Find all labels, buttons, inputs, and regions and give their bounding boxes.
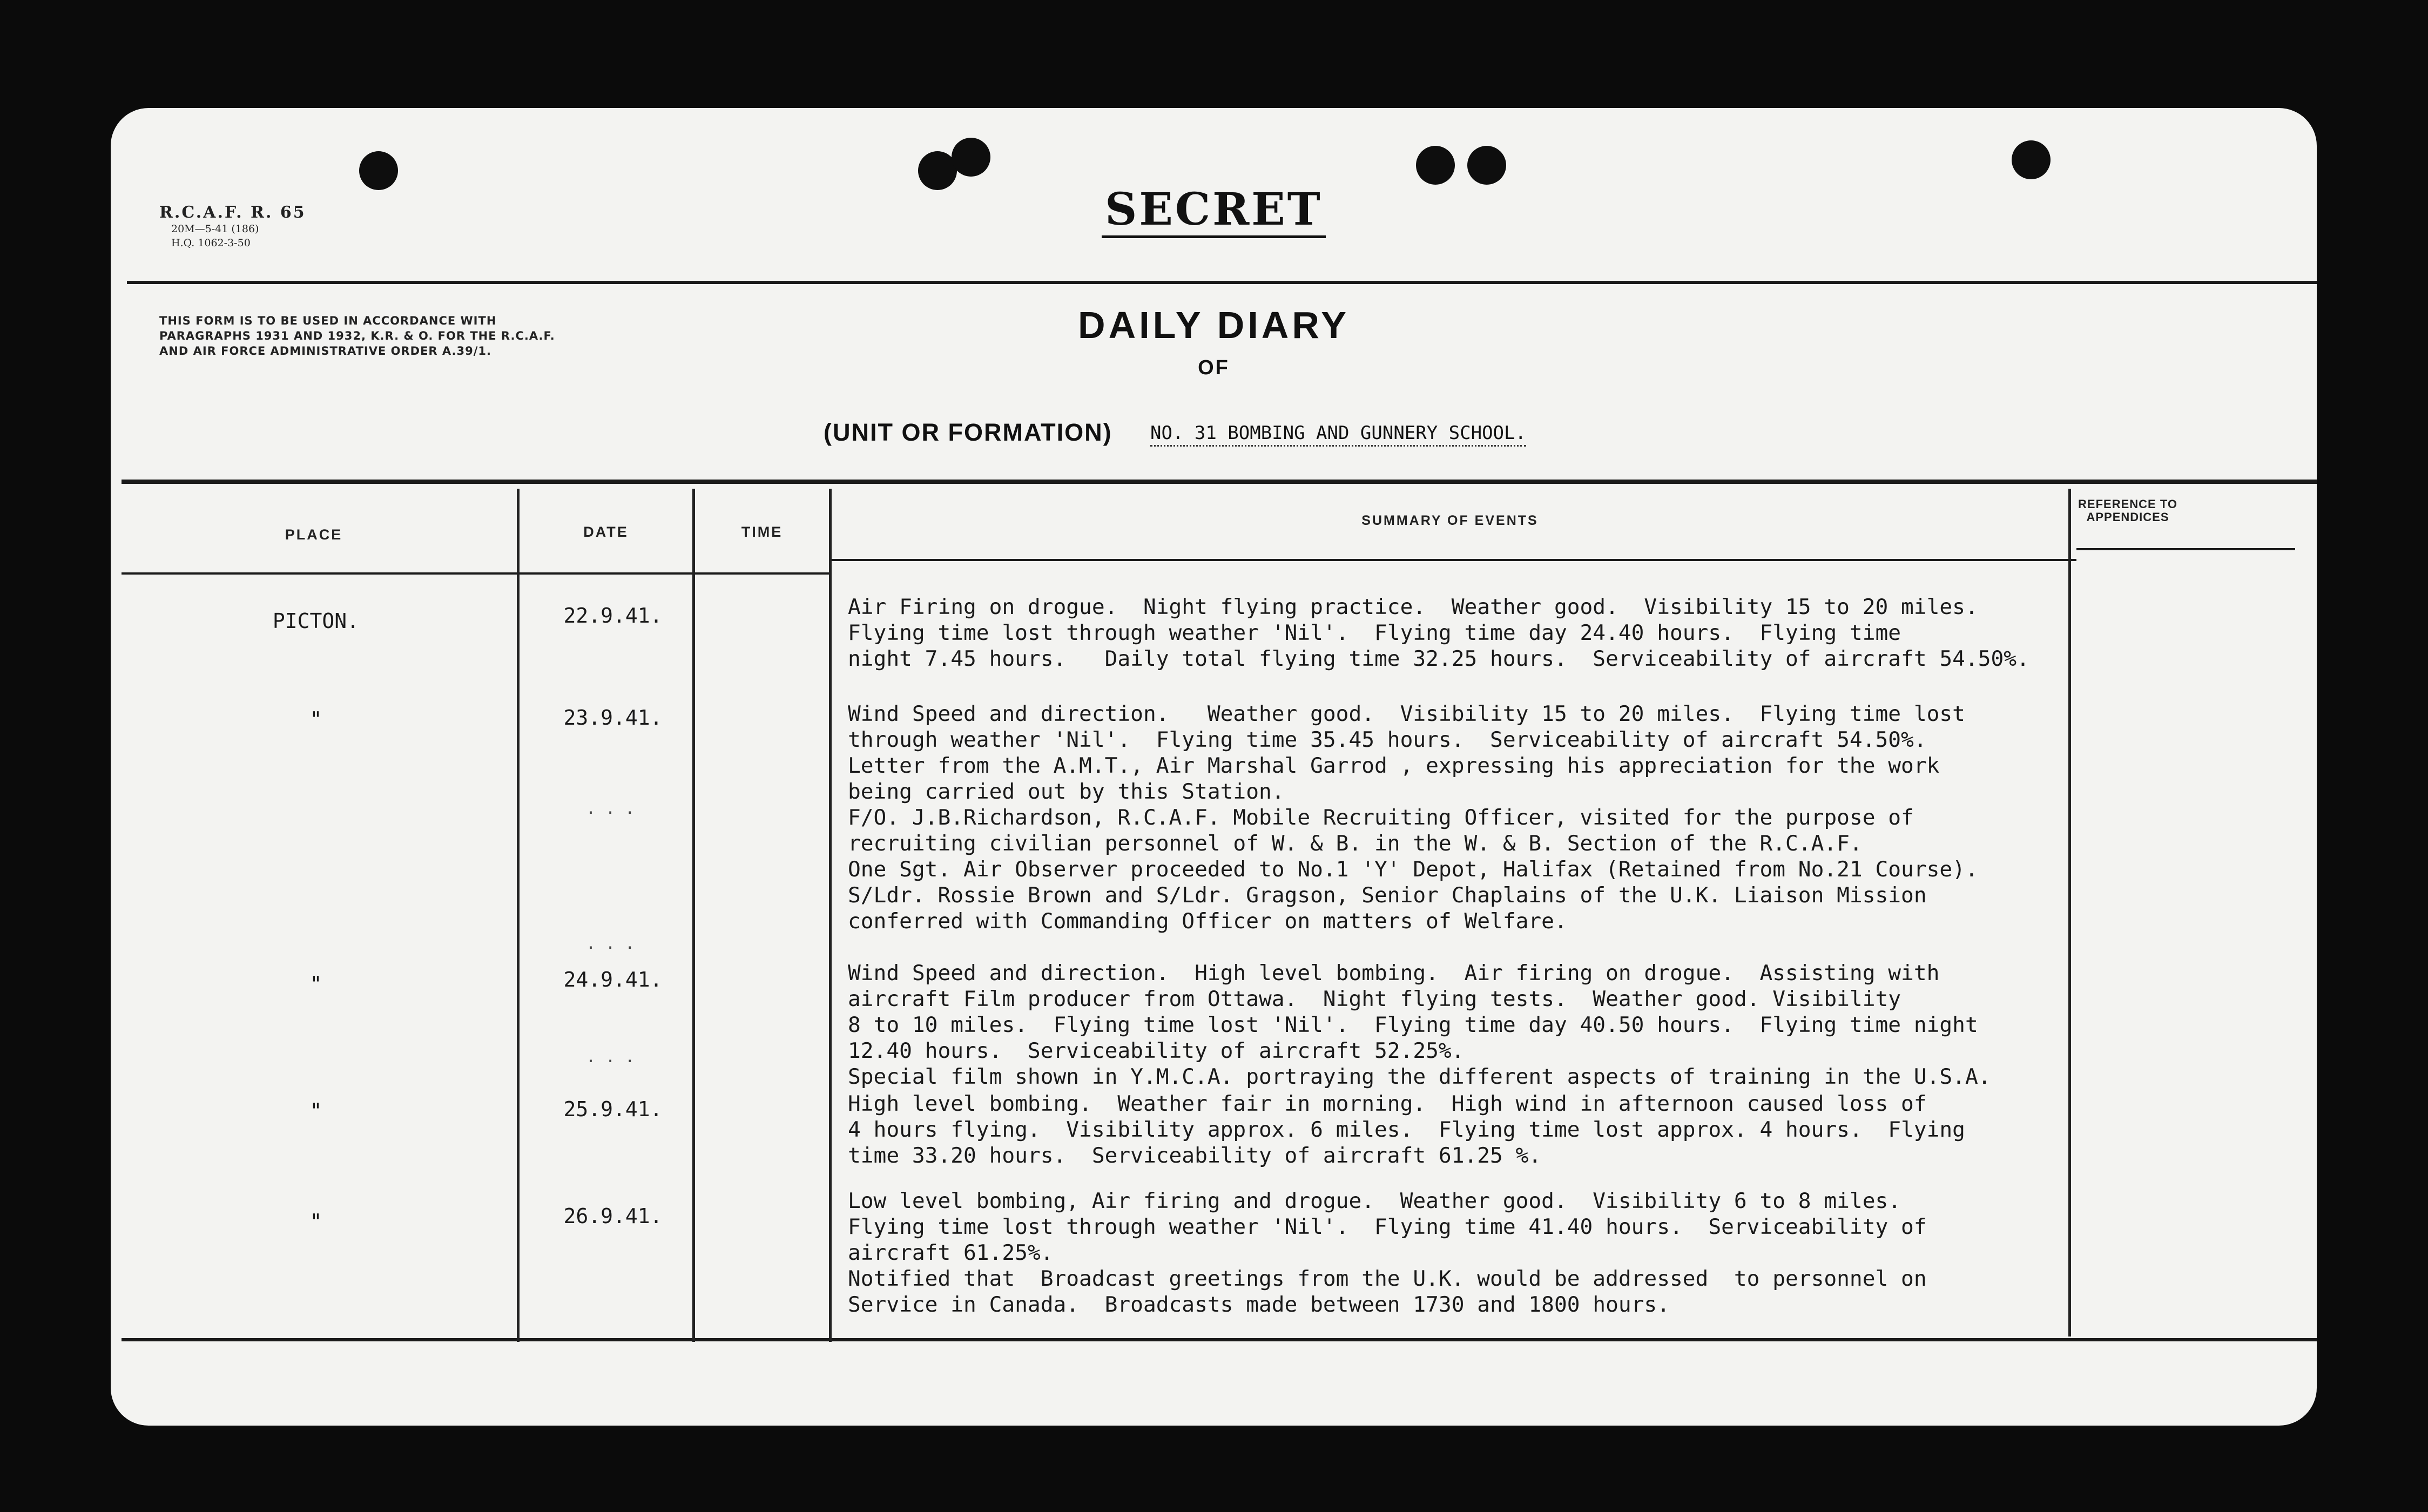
entry-summary: Wind Speed and direction. High level bombing. Air firing on drogue. Assisting with aircraft Film producer from Ottawa. Night flying tests. Weather good. Visibility 8 to 10 miles. Flying time lost 'Nil'. Flying time day 40.50 hours. Flying time night 12.40 hours. Serviceability of aircraft 52.25%. Special film shown in Y.M.C.A. portraying the different aspects of training in the U.S.A.: [848, 961, 1991, 1089]
column-header-place: PLACE: [285, 526, 343, 543]
ink-dots: . . .: [586, 799, 635, 818]
page-title: DAILY DIARY: [1078, 304, 1350, 346]
classification-heading: SECRET: [111, 184, 2317, 235]
punch-hole: [2012, 140, 2051, 179]
punch-hole: [1467, 146, 1506, 185]
entry-place: ": [309, 1099, 322, 1123]
entry-summary: High level bombing. Weather fair in morning. High wind in afternoon caused loss of 4 hours flying. Visibility approx. 6 miles. Flying time lost approx. 4 hours. Flying time 33.20 hours. Serviceability of aircraft 61.25 %.: [848, 1091, 1965, 1168]
entry-place: PICTON.: [272, 609, 360, 633]
header-bottom-rule: [122, 572, 829, 575]
column-header-summary: SUMMARY OF EVENTS: [1361, 513, 1539, 528]
ink-dots: . . .: [586, 1048, 635, 1066]
form-print-line-2: H.Q. 1062-3-50: [171, 237, 251, 249]
entry-date: 25.9.41.: [563, 1097, 663, 1121]
entry-date: 22.9.41.: [563, 604, 663, 627]
column-header-date: DATE: [583, 524, 629, 540]
column-header-time: TIME: [741, 524, 783, 540]
entry-date: 26.9.41.: [563, 1204, 663, 1228]
column-header-reference: REFERENCE TO APPENDICES: [2078, 497, 2177, 524]
header-bottom-rule: [829, 559, 2076, 561]
column-divider: [829, 489, 832, 1342]
punch-hole: [952, 138, 990, 177]
divider: [127, 281, 2317, 284]
unit-value: NO. 31 BOMBING AND GUNNERY SCHOOL.: [1150, 422, 1526, 447]
diary-form-card: [111, 108, 2317, 1426]
entry-place: ": [309, 972, 322, 996]
punch-hole: [1416, 146, 1455, 185]
header-bottom-rule: [2076, 548, 2295, 550]
entry-place: ": [309, 1210, 322, 1233]
entry-date: 23.9.41.: [563, 706, 663, 730]
unit-label: (UNIT OR FORMATION): [824, 418, 1112, 446]
ink-dots: . . .: [586, 934, 635, 953]
form-ref: R.C.A.F. R. 65: [159, 203, 306, 222]
entry-summary: Wind Speed and direction. Weather good. Visibility 15 to 20 miles. Flying time lost through weather 'Nil'. Flying time 35.45 hours. Serviceability of aircraft 54.50%. Letter from the A.M.T., Air Marshal Garrod , expressing his appreciation for the work being carried out by this Station. F/O. J.B.Richardson, R.C.A.F. Mobile Recruiting Officer, visited for the purpose of recruiting civilian personnel of W. & B. in the W. & B. Section of the R.C.A.F. One Sgt. Air Observer proceeded to No.1 'Y' Depot, Halifax (Retained from No.21 Course). S/Ldr. Rossie Brown and S/Ldr. Gragson, Senior Chaplains of the U.K. Liaison Mission conferred with Commanding Officer on matters of Welfare.: [848, 701, 1978, 934]
table-bottom-rule: [122, 1338, 2317, 1341]
entry-place: ": [309, 707, 322, 731]
entry-date: 24.9.41.: [563, 968, 663, 991]
title-of: OF: [1198, 356, 1230, 379]
table-top-rule: [122, 480, 2317, 484]
entry-summary: Low level bombing, Air firing and drogue. Weather good. Visibility 6 to 8 miles. Flying time lost through weather 'Nil'. Flying time 41.40 hours. Serviceability of aircraft 61.25%. Notified that Broadcast greetings from the U.K. would be addressed to personnel on Service in Canada. Broadcasts made between 1730 and 1800 hours.: [848, 1189, 1927, 1317]
form-print-line-1: 20M—5-41 (186): [171, 223, 259, 235]
entry-summary: Air Firing on drogue. Night flying practice. Weather good. Visibility 15 to 20 miles. Flying time lost through weather 'Nil'. Flying time day 24.40 hours. Flying time night 7.45 hours. Daily total flying time 32.25 hours. Serviceability of aircraft 54.50%.: [848, 595, 2029, 671]
form-instructions: THIS FORM IS TO BE USED IN ACCORDANCE WITH PARAGRAPHS 1931 AND 1932, K.R. & O. FOR THE R.C.A.F. AND AIR FORCE ADMINISTRATIVE ORDER A.39/1.: [159, 314, 555, 357]
